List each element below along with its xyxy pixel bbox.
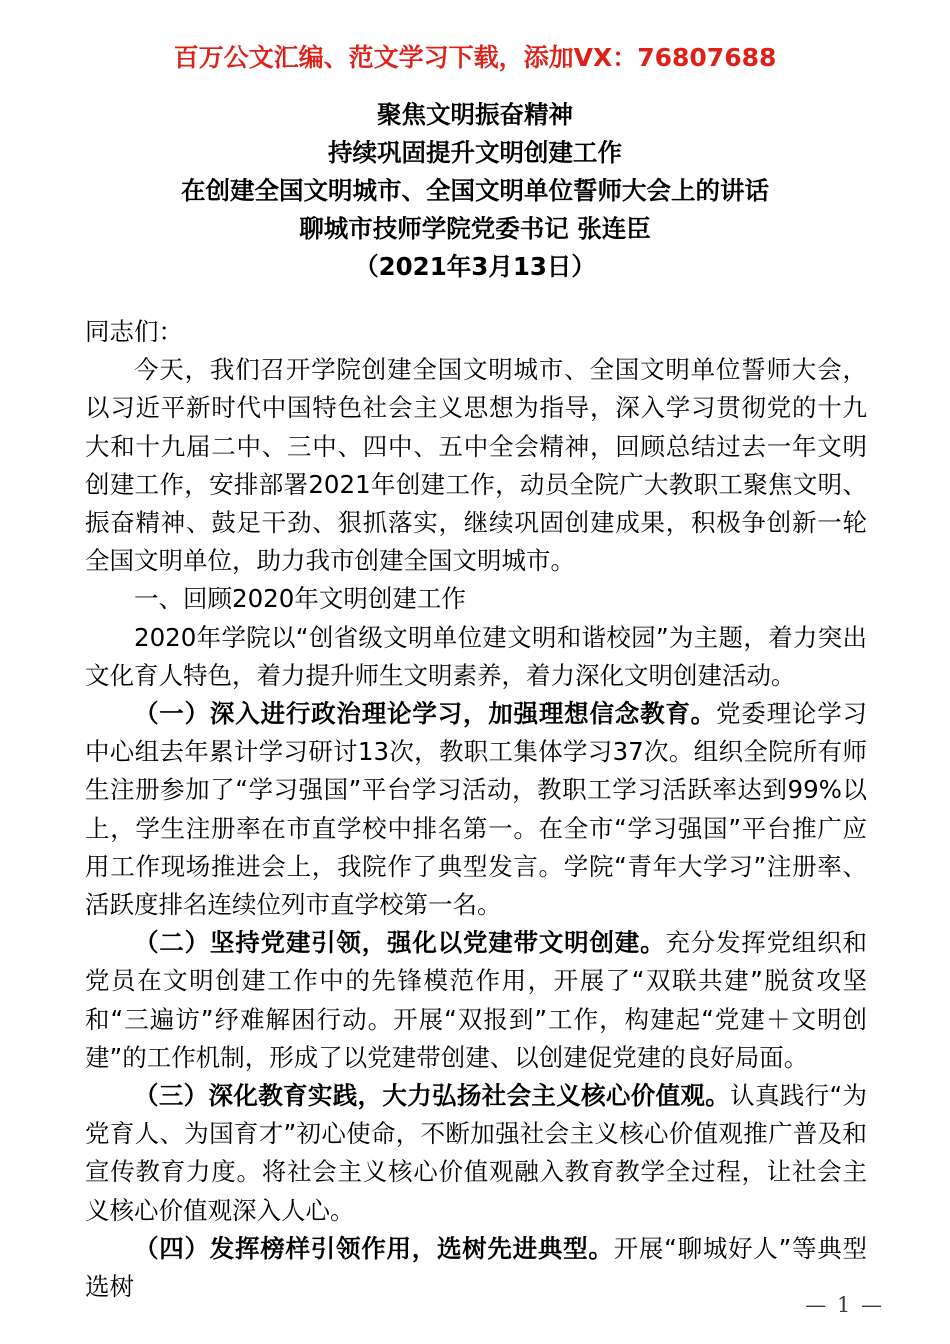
page-number: — 1 — xyxy=(805,1293,884,1317)
document-title-block xyxy=(0,96,950,286)
subsection-4-lead: （四）发挥榜样引领作用，选树先进典型。 xyxy=(134,1233,614,1263)
section-one-heading: 一、回顾2020年文明创建工作 xyxy=(134,584,466,614)
title-line-2: 持续巩固提升文明创建工作 xyxy=(328,138,622,167)
subsection-1-text: 党委理论学习中心组去年累计学习研讨13次，教职工集体学习37次。组织全院所有师生注册参加了“学习强国”平台学习活动，教职工学习活跃率达到99%以上，学生注册率在市直学校中排名第一。在全市“学习强国”平台推广应用工作现场推进会上，我院作了典型发言。学院“青年大学习”注册率、活跃度排名连续位列市直学校第一名。 xyxy=(85,699,868,920)
title-author-line: 聊城市技师学院党委书记 张连臣 xyxy=(299,214,651,243)
promo-banner-text: 百万公文汇编、范文学习下载，添加VX：76807688 xyxy=(173,43,777,72)
salutation: 同志们： xyxy=(85,317,183,346)
subsection-3 xyxy=(85,1077,867,1230)
subsection-1 xyxy=(85,695,867,924)
subsection-2 xyxy=(85,924,867,1077)
subsection-4-text: 开展“聊城好人”等典型选树 xyxy=(85,1233,867,1302)
document-body xyxy=(85,313,867,1306)
subsection-3-text: 认真践行“为党育人、为国育才”初心使命，不断加强社会主义核心价值观推广普及和宣传教育力度。将社会主义核心价值观融入教育教学全过程，让社会主义核心价值观深入人心。 xyxy=(85,1081,867,1225)
opening-paragraph: 今天，我们召开学院创建全国文明城市、全国文明单位誓师大会，以习近平新时代中国特色社会主义思想为指导，深入学习贯彻党的十九大和十九届二中、三中、四中、五中全会精神，回顾总结过去一年文明创建工作，安排部署2021年创建工作，动员全院广大教职工聚焦文明、振奋精神、鼓足干劲、狠抓落实，继续巩固创建成果，积极争创新一轮全国文明单位，助力我市创建全国文明城市。 xyxy=(85,355,867,576)
subsection-2-lead: （二）坚持党建引领，强化以党建带文明创建。 xyxy=(134,928,666,958)
section-one-intro: 2020年学院以“创省级文明单位建文明和谐校园”为主题，着力突出文化育人特色，着力提升师生文明素养，着力深化文明创建活动。 xyxy=(85,622,867,690)
subsection-2-text: 充分发挥党组织和党员在文明创建工作中的先锋模范作用，开展了“双联共建”脱贫攻坚和“三遍访”纾难解困行动。开展“双报到”工作，构建起“党建＋文明创建”的工作机制，形成了以党建带创建、以创建促党建的良好局面。 xyxy=(85,928,867,1072)
title-line-3: 在创建全国文明城市、全国文明单位誓师大会上的讲话 xyxy=(181,176,769,205)
title-date-line: （2021年3月13日） xyxy=(354,252,596,281)
subsection-3-lead: （三）深化教育实践，大力弘扬社会主义核心价值观。 xyxy=(134,1081,731,1111)
subsection-1-lead: （一）深入进行政治理论学习，加强理想信念教育。 xyxy=(134,699,716,729)
title-line-1: 聚焦文明振奋精神 xyxy=(377,100,573,129)
